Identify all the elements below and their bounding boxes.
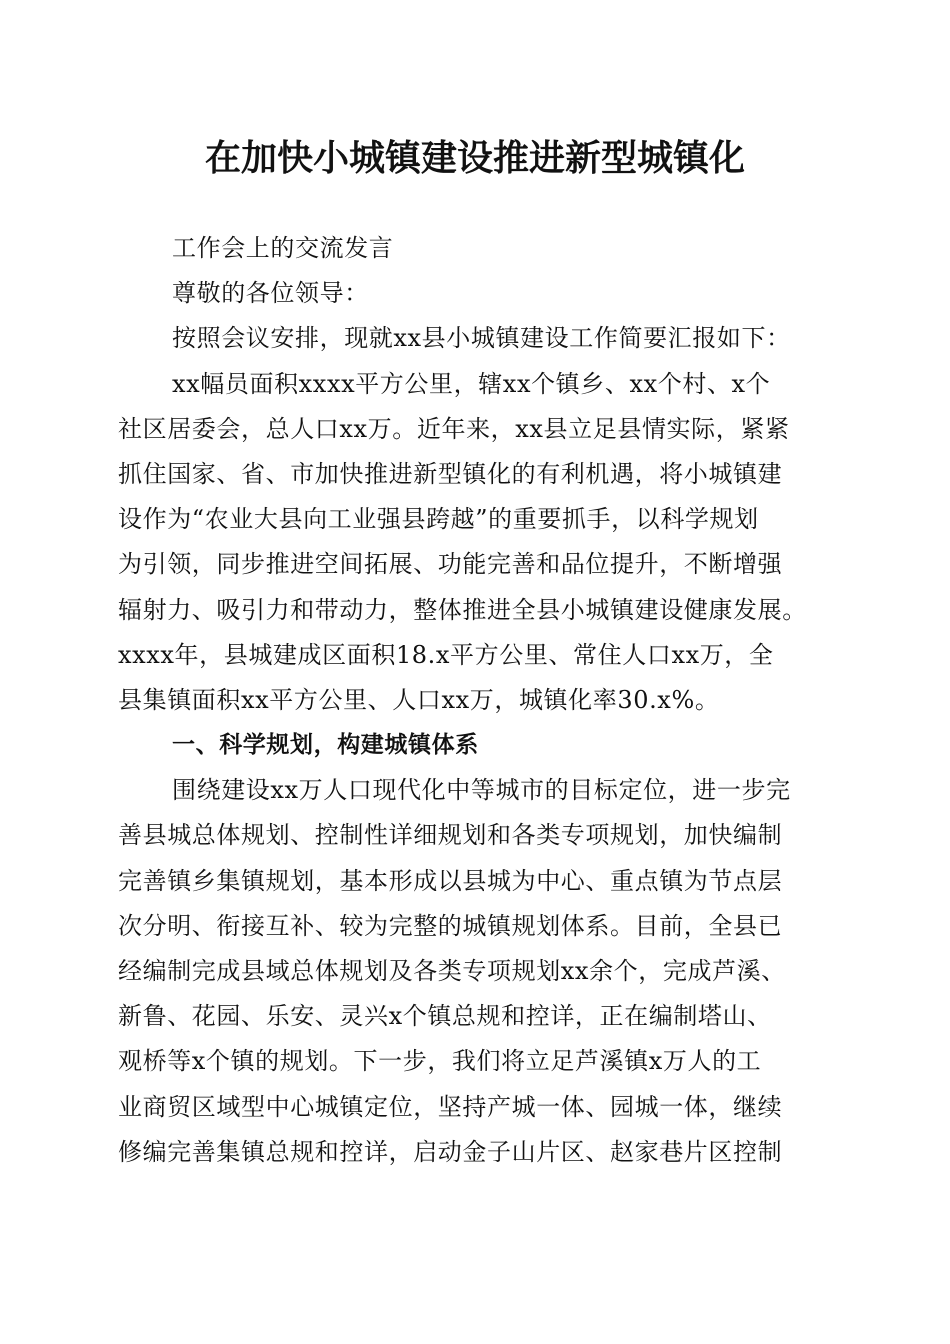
salutation-line: 尊敬的各位领导： [172,279,369,308]
paragraph-line: 社区居委会，总人口xx万。近年来，xx县立足县情实际，紧紧 [118,414,790,443]
section-heading: 一、科学规划，构建城镇体系 [172,732,479,759]
document-title: 在加快小城镇建设推进新型城镇化 [204,137,745,179]
paragraph-line: 设作为“农业大县向工业强县跨越”的重要抓手，以科学规划 [118,505,759,534]
paragraph-line: 经编制完成县域总体规划及各类专项规划xx余个，完成芦溪、 [118,957,786,985]
paragraph-line: 修编完善集镇总规和控详，启动金子山片区、赵家巷片区控制 [118,1137,783,1166]
paragraph-line: 围绕建设xx万人口现代化中等城市的目标定位，进一步完 [172,776,791,805]
paragraph-line: xxxx年，县城建成区面积18.x平方公里、常住人口xx万，全 [118,640,774,669]
document-body [118,226,840,1175]
paragraph-line: 辐射力、吸引力和带动力，整体推进全县小城镇建设健康发展。 [118,595,807,624]
paragraph-line: 按照会议安排，现就xx县小城镇建设工作简要汇报如下： [172,324,791,353]
paragraph-line: 抓住国家、省、市加快推进新型镇化的有利机遇，将小城镇建 [118,459,783,488]
paragraph-line: xx幅员面积xxxx平方公里，辖xx个镇乡、xx个村、x个 [172,369,771,398]
paragraph-line: 县集镇面积xx平方公里、人口xx万，城镇化率30.x%。 [118,685,720,714]
paragraph-line: 观桥等x个镇的规划。下一步，我们将立足芦溪镇x万人的工 [118,1047,762,1076]
paragraph-line: 善县城总体规划、控制性详细规划和各类专项规划，加快编制 [118,821,783,850]
paragraph-line: 完善镇乡集镇规划，基本形成以县城为中心、重点镇为节点层 [118,866,783,895]
subtitle-line: 工作会上的交流发言 [172,234,394,262]
paragraph-line: 为引领，同步推进空间拓展、功能完善和品位提升，不断增强 [118,550,783,579]
paragraph-line: 次分明、衔接互补、较为完整的城镇规划体系。目前，全县已 [118,911,783,940]
paragraph-line: 业商贸区域型中心城镇定位，坚持产城一体、园城一体，继续 [118,1092,783,1121]
paragraph-line: 新鲁、花园、乐安、灵兴x个镇总规和控详，正在编制塔山、 [118,1002,772,1031]
